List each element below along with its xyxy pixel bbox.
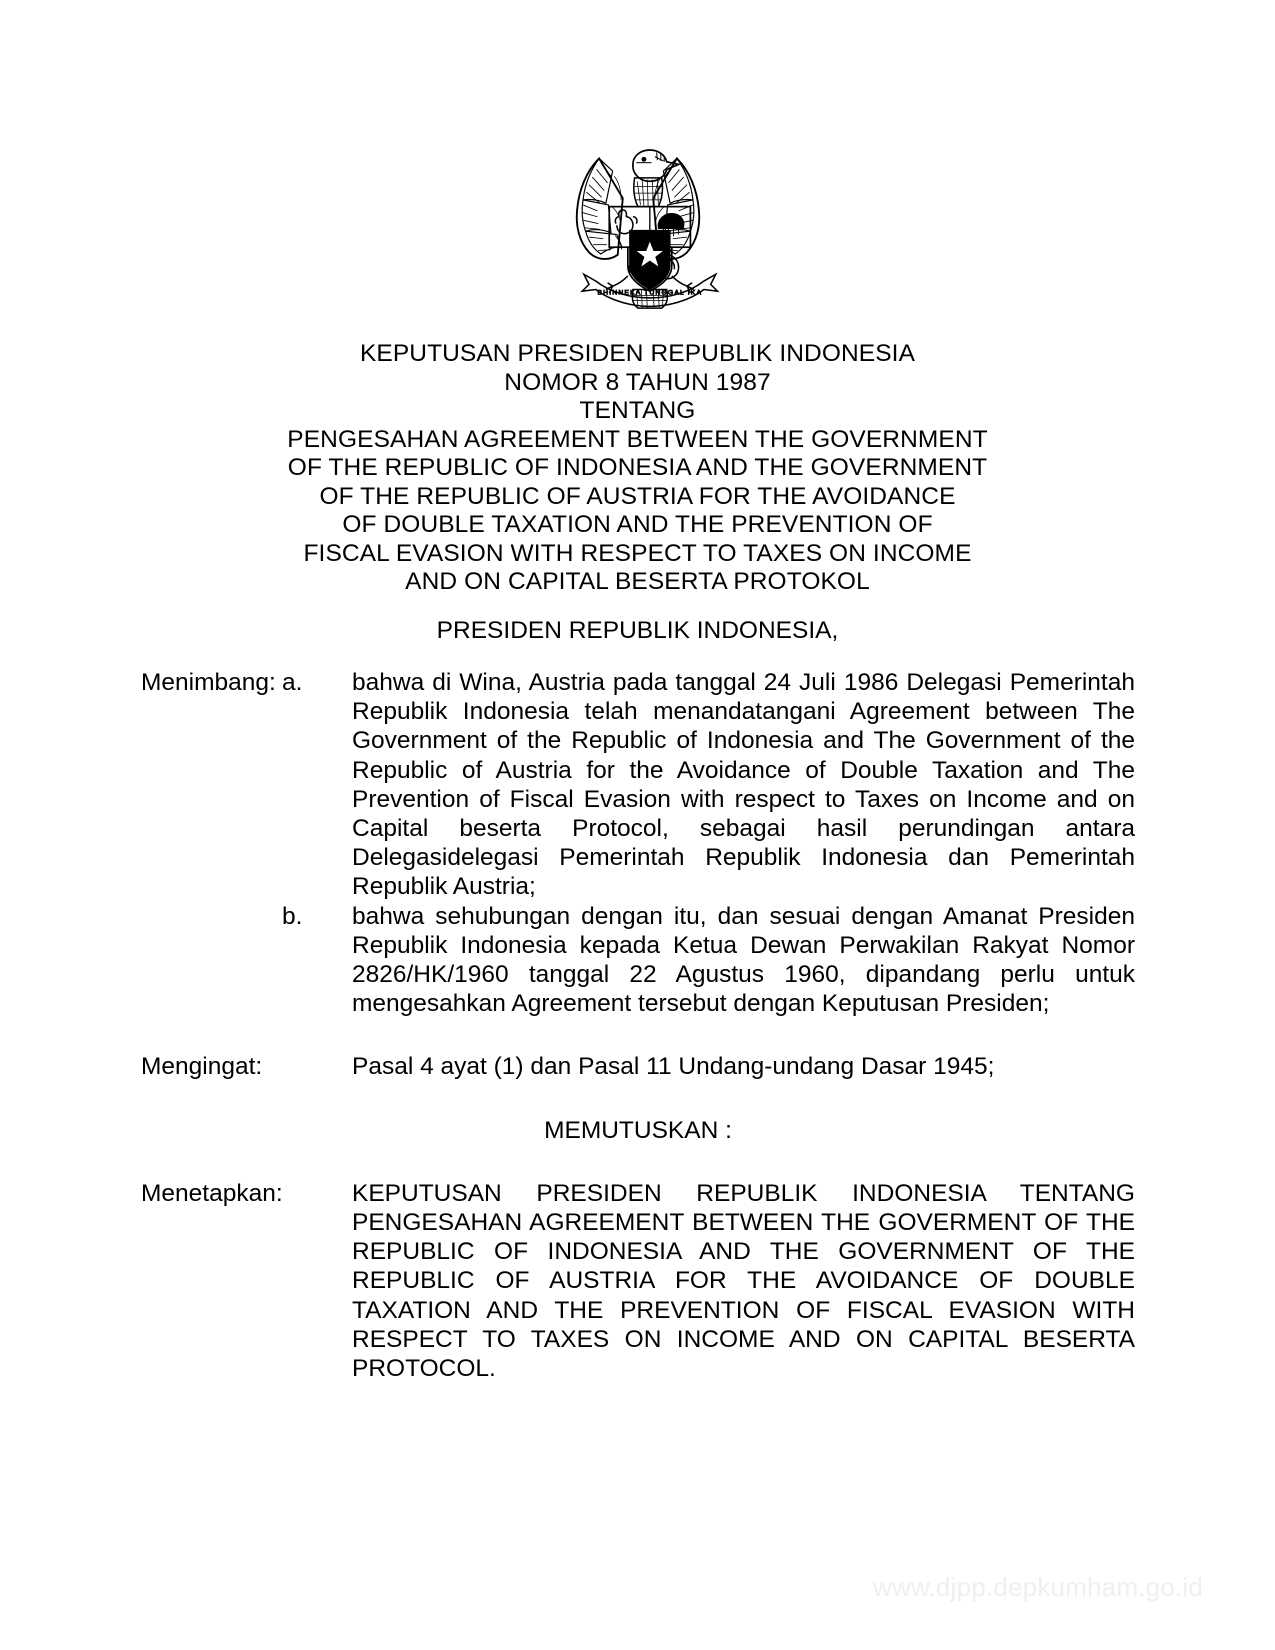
clause-recalling: [141, 1052, 1135, 1081]
clause-considering-b: [141, 902, 1135, 1019]
considering-text-a: bahwa di Wina, Austria pada tanggal 24 Juli 1986 Delegasi Pemerintah Republik Indonesia telah menandatangani Agreement between The Government of the Republic of Indonesia and The Government of the Republic of Austria for the Avoidance of Double Taxation and The Prevention of Fiscal Evasion with respect to Taxes on Income and on Capital beserta Protocol, sebagai hasil perundingan antara Delegasidelegasi Pemerintah Republik Indonesia dan Pemerintah Republik Austria;: [352, 669, 1135, 901]
title-line-8: FISCAL EVASION WITH RESPECT TO TAXES ON INCOME: [303, 539, 972, 567]
title-line-9: AND ON CAPITAL BESERTA PROTOKOL: [405, 568, 870, 595]
title-line-4: PENGESAHAN AGREEMENT BETWEEN THE GOVERNMENT: [287, 425, 988, 453]
title-line-1: KEPUTUSAN PRESIDEN REPUBLIK INDONESIA: [359, 340, 916, 367]
document-body: [141, 668, 1135, 1383]
emblem-motto-text: BHINNEKA TUNGGAL IKA: [596, 289, 702, 297]
title-line-7: OF DOUBLE TAXATION AND THE PREVENTION OF: [342, 511, 933, 538]
establishing-label: Menetapkan:: [141, 1179, 283, 1207]
title-line-2: NOMOR 8 TAHUN 1987: [504, 368, 771, 396]
recalling-text: Pasal 4 ayat (1) dan Pasal 11 Undang-undang Dasar 1945;: [352, 1053, 995, 1081]
considering-label: Menimbang:: [141, 669, 276, 696]
recalling-label: Mengingat:: [141, 1053, 263, 1081]
authority-line: PRESIDEN REPUBLIK INDONESIA,: [436, 617, 839, 644]
garuda-pancasila-emblem: [0, 128, 1275, 314]
establishing-text: KEPUTUSAN PRESIDEN REPUBLIK INDONESIA TENTANG PENGESAHAN AGREEMENT BETWEEN THE GOVERMENT OF THE REPUBLIC OF INDONESIA AND THE GOVERNMENT OF THE REPUBLIC OF AUSTRIA FOR THE AVOIDANCE OF DOUBLE TAXATION AND THE PREVENTION OF FISCAL EVASION WITH RESPECT TO TAXES ON INCOME AND ON CAPITAL BESERTA PROTOCOL.: [352, 1179, 1135, 1383]
clause-considering-a: [141, 668, 1135, 902]
decides-heading: MEMUTUSKAN :: [544, 1116, 732, 1144]
site-watermark: www.djpp.depkumham.go.id: [873, 1572, 1203, 1602]
spacer-before-decides: [141, 1082, 1135, 1116]
document-title-block: [0, 340, 1275, 597]
title-line-6: OF THE REPUBLIC OF AUSTRIA FOR THE AVOIDANCE: [319, 482, 956, 510]
clause-establishing: [141, 1179, 1135, 1383]
title-line-5: OF THE REPUBLIC OF INDONESIA AND THE GOVERNMENT: [287, 454, 988, 481]
considering-marker-b: b.: [282, 902, 303, 930]
spacer-after-considering: [141, 1018, 1135, 1052]
title-line-3: TENTANG: [579, 397, 696, 424]
spacer-before-establishing: [141, 1145, 1135, 1179]
considering-text-b: bahwa sehubungan dengan itu, dan sesuai dengan Amanat Presiden Republik Indonesia kepada Ketua Dewan Perwakilan Rakyat Nomor 2826/HK/1960 tanggal 22 Agustus 1960, dipandang perlu untuk mengesahkan Agreement tersebut dengan Keputusan Presiden;: [352, 902, 1135, 1018]
considering-marker-a: a.: [282, 669, 303, 696]
